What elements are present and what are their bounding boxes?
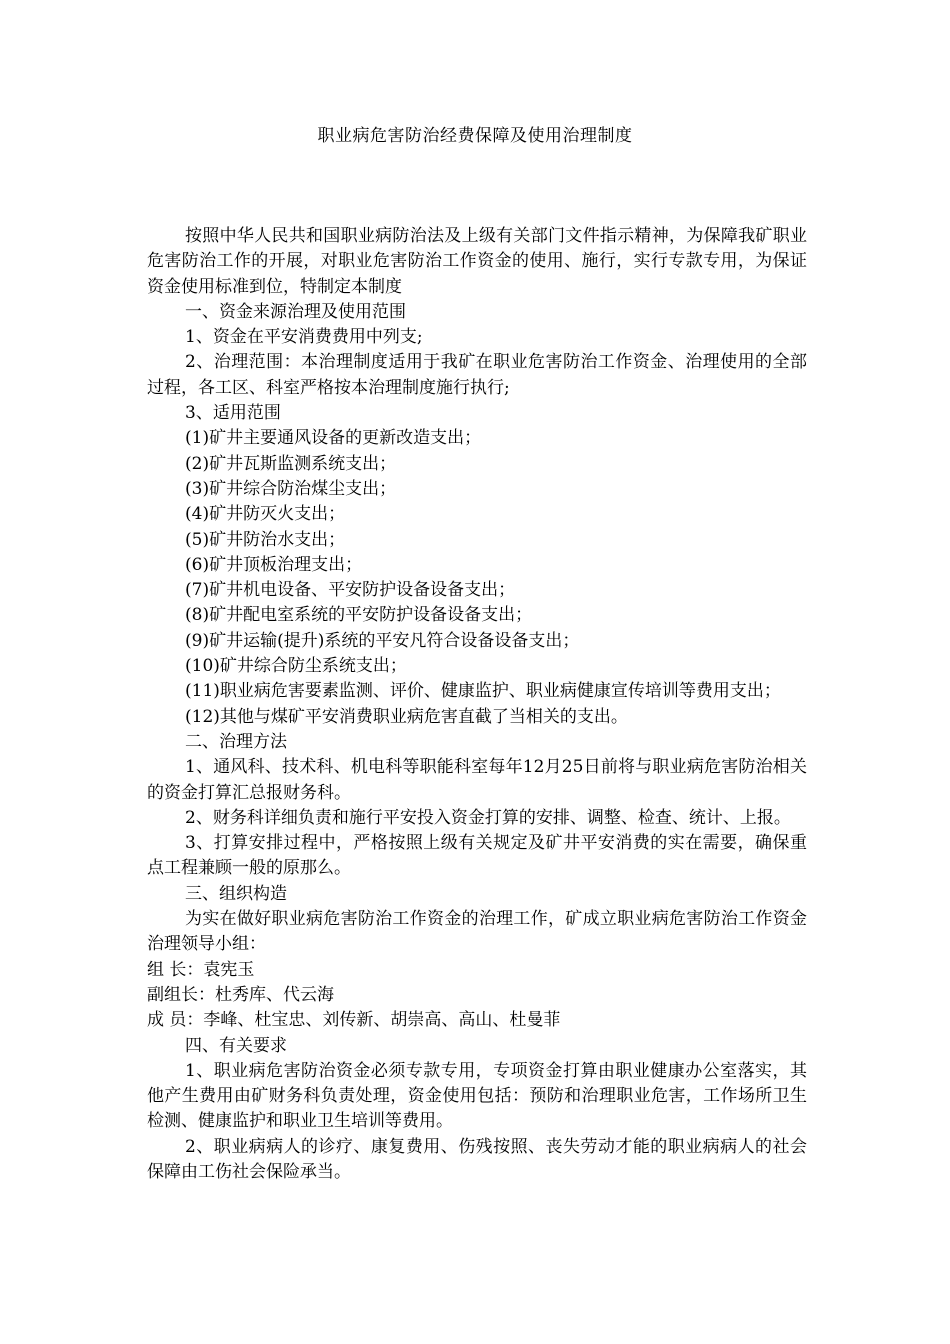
paragraph: (7)矿井机电设备、平安防护设备设备支出； <box>185 580 516 601</box>
paragraph: 为实在做好职业病危害防治工作资金的治理工作，矿成立职业病危害防治工作资金治理领导小组： <box>147 909 807 955</box>
paragraph: (3)矿井综合防治煤尘支出； <box>185 478 397 499</box>
paragraph: 3、打算安排过程中，严格按照上级有关规定及矿井平安消费的实在需要，确保重点工程兼顾一般的原那么。 <box>147 833 807 879</box>
paragraph: 1、通风科、技术科、机电科等职能科室每年12月25日前将与职业病危害防治相关的资金打算汇总报财务科。 <box>147 757 807 803</box>
paragraph: (11)职业病危害要素监测、评价、健康监护、职业病健康宣传培训等费用支出； <box>185 681 781 702</box>
paragraph: 成 员：李峰、杜宝忠、刘传新、胡崇高、高山、杜曼菲 <box>147 1010 561 1031</box>
document-title: 职业病危害防治经费保障及使用治理制度 <box>317 126 633 146</box>
paragraph: 一、资金来源治理及使用范围 <box>185 301 406 322</box>
document-body <box>147 224 807 1185</box>
paragraph: 2、财务科详细负责和施行平安投入资金打算的安排、调整、检查、统计、上报。 <box>185 807 791 828</box>
paragraph: 1、职业病危害防治资金必须专款专用，专项资金打算由职业健康办公室落实，其他产生费用由矿财务科负责处理，资金使用包括：预防和治理职业危害，工作场所卫生检测、健康监护和职业卫生培训等费用。 <box>147 1060 807 1132</box>
paragraph: 1、资金在平安消费费用中列支; <box>185 327 423 348</box>
paragraph: (9)矿井运输(提升)系统的平安凡符合设备设备支出； <box>185 630 580 651</box>
paragraph: (6)矿井顶板治理支出； <box>185 554 363 575</box>
paragraph: (4)矿井防灭火支出； <box>185 504 346 525</box>
paragraph: (12)其他与煤矿平安消费职业病危害直截了当相关的支出。 <box>185 706 628 727</box>
paragraph: (2)矿井瓦斯监测系统支出； <box>185 453 397 474</box>
paragraph: 2、职业病病人的诊疗、康复费用、伤残按照、丧失劳动才能的职业病病人的社会保障由工伤社会保险承当。 <box>147 1136 807 1182</box>
paragraph: 2、治理范围：本治理制度适用于我矿在职业危害防治工作资金、治理使用的全部过程，各工区、科室严格按本治理制度施行执行; <box>147 352 807 398</box>
paragraph: 3、适用范围 <box>185 403 281 424</box>
paragraph: 三、组织构造 <box>185 883 287 904</box>
paragraph: 按照中华人民共和国职业病防治法及上级有关部门文件指示精神，为保障我矿职业危害防治工作的开展，对职业危害防治工作资金的使用、施行，实行专款专用，为保证资金使用标准到位，特制定本制度 <box>147 226 807 297</box>
paragraph: (8)矿井配电室系统的平安防护设备设备支出； <box>185 605 533 626</box>
paragraph: (5)矿井防治水支出； <box>185 529 346 550</box>
paragraph: 四、有关要求 <box>185 1035 287 1056</box>
paragraph: (1)矿井主要通风设备的更新改造支出； <box>185 428 482 449</box>
paragraph: 组 长：袁宪玉 <box>147 959 255 980</box>
paragraph: 二、治理方法 <box>185 731 287 752</box>
paragraph: 副组长：杜秀库、代云海 <box>147 984 334 1005</box>
paragraph: (10)矿井综合防尘系统支出； <box>185 656 407 677</box>
